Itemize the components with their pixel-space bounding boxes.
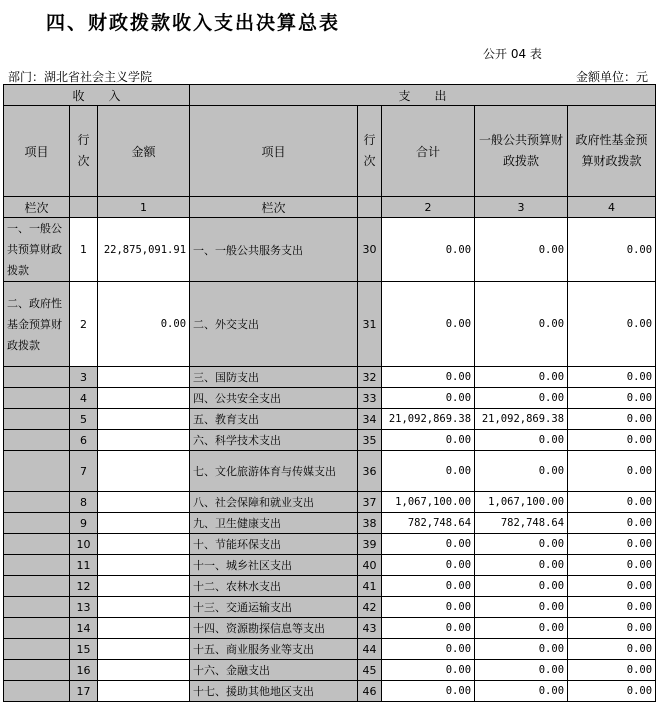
col-number-4: 4: [568, 197, 656, 218]
expense-gov-fund: 0.00: [568, 409, 656, 430]
income-item: [4, 618, 70, 639]
income-item: [4, 681, 70, 702]
expense-item: 二、外交支出: [190, 282, 358, 367]
expense-total: 0.00: [382, 282, 475, 367]
income-row-no: 17: [70, 681, 98, 702]
income-item: [4, 576, 70, 597]
income-amount: [98, 555, 190, 576]
expense-item: 三、国防支出: [190, 367, 358, 388]
income-row-no: 11: [70, 555, 98, 576]
income-amount: [98, 660, 190, 681]
income-item: [4, 492, 70, 513]
expense-general-budget: 0.00: [475, 430, 568, 451]
income-row-no: 9: [70, 513, 98, 534]
income-amount: [98, 430, 190, 451]
table-row: [4, 218, 656, 282]
expense-row-no: 39: [358, 534, 382, 555]
expense-general-budget: 0.00: [475, 367, 568, 388]
income-item: [4, 409, 70, 430]
table-row: [4, 639, 656, 660]
expense-item: 十三、交通运输支出: [190, 597, 358, 618]
expense-gov-fund: 0.00: [568, 534, 656, 555]
expense-general-budget: 1,067,100.00: [475, 492, 568, 513]
income-item: 二、政府性基金预算财政拨款: [4, 282, 70, 367]
expense-total: 0.00: [382, 639, 475, 660]
table-row: [4, 618, 656, 639]
expense-row-no: 46: [358, 681, 382, 702]
expense-row-no: 43: [358, 618, 382, 639]
income-item: [4, 388, 70, 409]
expense-item-header: 项目: [190, 106, 358, 197]
expense-general-budget: 0.00: [475, 681, 568, 702]
expense-gov-fund: 0.00: [568, 282, 656, 367]
expense-row-no: 41: [358, 576, 382, 597]
expense-item: 十六、金融支出: [190, 660, 358, 681]
expense-row-no: 32: [358, 367, 382, 388]
expense-general-budget: 0.00: [475, 218, 568, 282]
income-item: [4, 513, 70, 534]
expense-item: 五、教育支出: [190, 409, 358, 430]
expense-general-budget: 0.00: [475, 451, 568, 492]
table-row: [4, 367, 656, 388]
expense-row-no: 33: [358, 388, 382, 409]
expense-row-no: 45: [358, 660, 382, 681]
income-amount: [98, 388, 190, 409]
income-amount: [98, 367, 190, 388]
expense-row-no: 31: [358, 282, 382, 367]
expense-total: 0.00: [382, 555, 475, 576]
expense-general-budget: 0.00: [475, 555, 568, 576]
expense-total: 1,067,100.00: [382, 492, 475, 513]
expense-item: 十一、城乡社区支出: [190, 555, 358, 576]
income-row-no: 7: [70, 451, 98, 492]
general-budget-header: 一般公共预算财政拨款: [475, 106, 568, 197]
income-row-no: 2: [70, 282, 98, 367]
income-amount: [98, 576, 190, 597]
table-row: [4, 409, 656, 430]
expense-item: 十、节能环保支出: [190, 534, 358, 555]
expense-gov-fund: 0.00: [568, 513, 656, 534]
income-amount: 0.00: [98, 282, 190, 367]
table-row: [4, 660, 656, 681]
income-item: 一、一般公共预算财政拨款: [4, 218, 70, 282]
income-row-no: 16: [70, 660, 98, 681]
income-row-no: 3: [70, 367, 98, 388]
income-col-label: 栏次: [4, 197, 70, 218]
expense-row-no: 42: [358, 597, 382, 618]
table-row: [4, 597, 656, 618]
table-row: [4, 513, 656, 534]
table-row: [4, 451, 656, 492]
table-row: [4, 282, 656, 367]
expense-gov-fund: 0.00: [568, 597, 656, 618]
expense-total: 0.00: [382, 218, 475, 282]
expense-row-no: 35: [358, 430, 382, 451]
income-row-no: 10: [70, 534, 98, 555]
income-amount-header: 金额: [98, 106, 190, 197]
income-item: [4, 367, 70, 388]
department-label: 部门：湖北省社会主义学院: [8, 70, 153, 84]
income-row-no: 6: [70, 430, 98, 451]
expense-row-no: 38: [358, 513, 382, 534]
col-number-2: 2: [382, 197, 475, 218]
table-row: [4, 534, 656, 555]
expense-general-budget: 0.00: [475, 639, 568, 660]
income-row-no: 5: [70, 409, 98, 430]
income-amount: [98, 597, 190, 618]
expense-total: 0.00: [382, 451, 475, 492]
income-amount: [98, 618, 190, 639]
expense-gov-fund: 0.00: [568, 576, 656, 597]
expense-general-budget: 782,748.64: [475, 513, 568, 534]
expense-general-budget: 0.00: [475, 576, 568, 597]
income-item: [4, 430, 70, 451]
expense-gov-fund: 0.00: [568, 681, 656, 702]
expense-item: 十七、援助其他地区支出: [190, 681, 358, 702]
expense-gov-fund: 0.00: [568, 492, 656, 513]
page-title: 四、财政拨款收入支出决算总表: [46, 12, 341, 34]
budget-table: [3, 84, 656, 702]
expense-general-budget: 21,092,869.38: [475, 409, 568, 430]
expense-row-no: 37: [358, 492, 382, 513]
expense-row-no: 34: [358, 409, 382, 430]
expense-item: 十四、资源勘探信息等支出: [190, 618, 358, 639]
expense-row-no-header: 行次: [358, 106, 382, 197]
expense-general-budget: 0.00: [475, 597, 568, 618]
table-row: [4, 492, 656, 513]
expense-col-label: 栏次: [190, 197, 358, 218]
expense-row-no: 40: [358, 555, 382, 576]
income-row-no: 1: [70, 218, 98, 282]
expense-total: 21,092,869.38: [382, 409, 475, 430]
expense-item: 六、科学技术支出: [190, 430, 358, 451]
currency-unit-label: 金额单位：元: [575, 70, 648, 84]
expense-total: 782,748.64: [382, 513, 475, 534]
expense-item: 十二、农林水支出: [190, 576, 358, 597]
income-amount: [98, 492, 190, 513]
table-row: [4, 576, 656, 597]
expense-item: 四、公共安全支出: [190, 388, 358, 409]
gov-fund-header: 政府性基金预算财政拨款: [568, 106, 656, 197]
income-amount: [98, 681, 190, 702]
income-amount: [98, 409, 190, 430]
income-item-header: 项目: [4, 106, 70, 197]
expense-gov-fund: 0.00: [568, 218, 656, 282]
expense-general-budget: 0.00: [475, 534, 568, 555]
income-amount: [98, 513, 190, 534]
expense-total: 0.00: [382, 367, 475, 388]
col-number-3: 3: [475, 197, 568, 218]
table-row: [4, 555, 656, 576]
expense-total: 0.00: [382, 534, 475, 555]
expense-gov-fund: 0.00: [568, 430, 656, 451]
expense-total: 0.00: [382, 681, 475, 702]
expense-general-budget: 0.00: [475, 618, 568, 639]
expense-gov-fund: 0.00: [568, 367, 656, 388]
expense-row-no: 30: [358, 218, 382, 282]
expense-item: 八、社会保障和就业支出: [190, 492, 358, 513]
income-row-no: 15: [70, 639, 98, 660]
income-item: [4, 534, 70, 555]
expense-row-no: 44: [358, 639, 382, 660]
income-item: [4, 555, 70, 576]
income-amount: 22,875,091.91: [98, 218, 190, 282]
expense-gov-fund: 0.00: [568, 451, 656, 492]
income-row-no: 13: [70, 597, 98, 618]
expense-gov-fund: 0.00: [568, 660, 656, 681]
income-row-no: 8: [70, 492, 98, 513]
expense-gov-fund: 0.00: [568, 618, 656, 639]
expense-gov-fund: 0.00: [568, 555, 656, 576]
income-item: [4, 597, 70, 618]
table-row: [4, 430, 656, 451]
income-col-blank: [70, 197, 98, 218]
income-row-no: 12: [70, 576, 98, 597]
expense-total: 0.00: [382, 660, 475, 681]
income-amount: [98, 639, 190, 660]
expense-header: 支 出: [190, 85, 656, 106]
income-item: [4, 639, 70, 660]
expense-item: 十五、商业服务业等支出: [190, 639, 358, 660]
expense-total: 0.00: [382, 618, 475, 639]
expense-gov-fund: 0.00: [568, 639, 656, 660]
total-header: 合计: [382, 106, 475, 197]
income-row-no: 14: [70, 618, 98, 639]
expense-col-blank: [358, 197, 382, 218]
income-header: 收 入: [4, 85, 190, 106]
income-item: [4, 660, 70, 681]
expense-row-no: 36: [358, 451, 382, 492]
expense-general-budget: 0.00: [475, 282, 568, 367]
expense-total: 0.00: [382, 576, 475, 597]
income-row-no-header: 行次: [70, 106, 98, 197]
expense-total: 0.00: [382, 388, 475, 409]
expense-general-budget: 0.00: [475, 388, 568, 409]
expense-general-budget: 0.00: [475, 660, 568, 681]
expense-item: 七、文化旅游体育与传媒支出: [190, 451, 358, 492]
col-number-1: 1: [98, 197, 190, 218]
expense-total: 0.00: [382, 597, 475, 618]
expense-total: 0.00: [382, 430, 475, 451]
income-row-no: 4: [70, 388, 98, 409]
expense-item: 一、一般公共服务支出: [190, 218, 358, 282]
expense-gov-fund: 0.00: [568, 388, 656, 409]
income-item: [4, 451, 70, 492]
table-row: [4, 388, 656, 409]
table-row: [4, 681, 656, 702]
expense-item: 九、卫生健康支出: [190, 513, 358, 534]
form-number: 公开 04 表: [483, 47, 542, 61]
income-amount: [98, 451, 190, 492]
income-amount: [98, 534, 190, 555]
